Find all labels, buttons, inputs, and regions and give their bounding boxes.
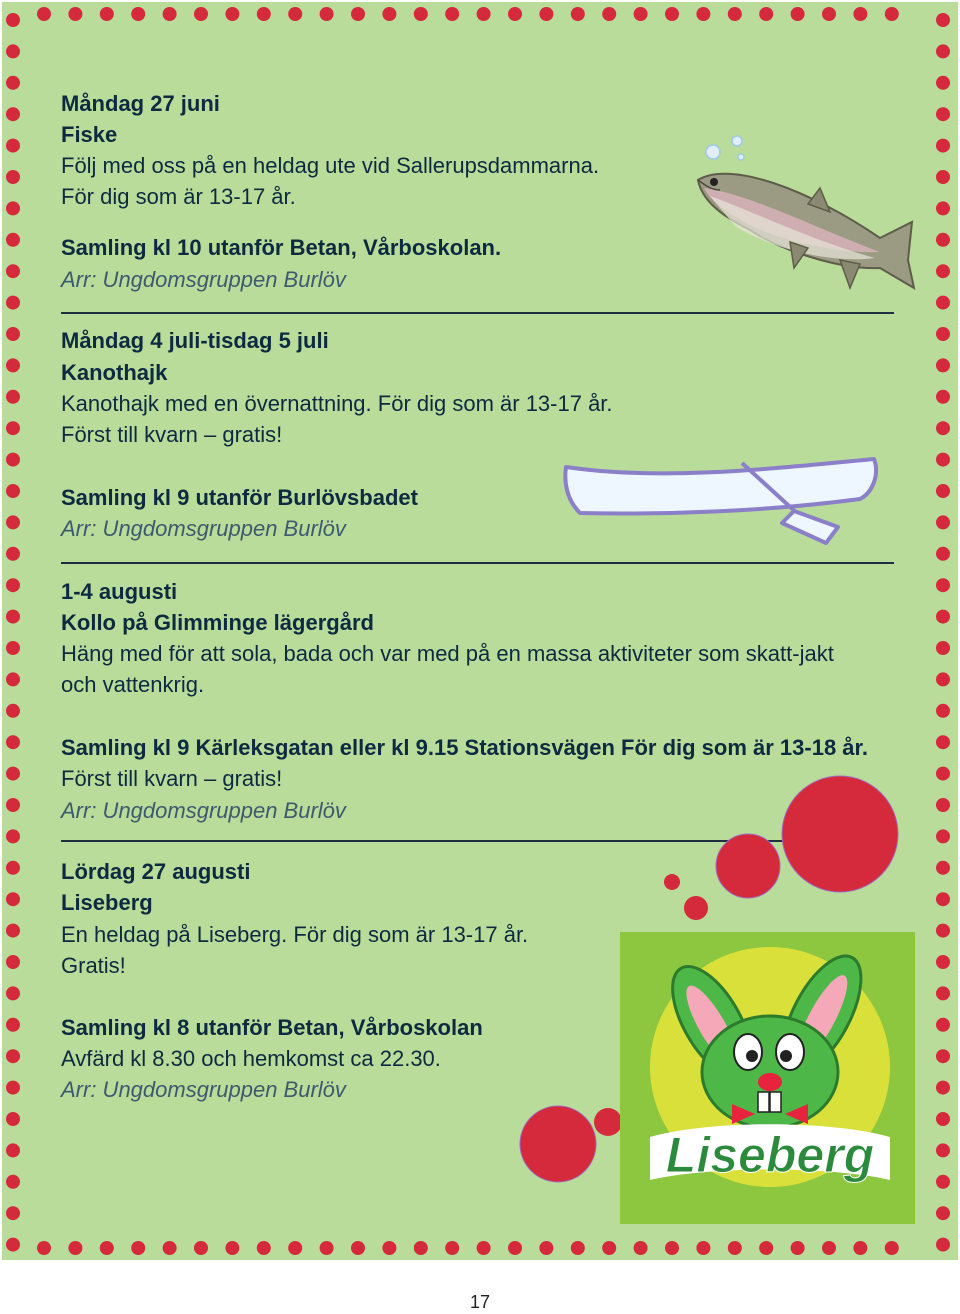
border-dot [100,1241,114,1255]
border-dot [351,1241,365,1255]
border-dot [6,233,20,247]
border-dot [257,1241,271,1255]
border-dot [936,233,950,247]
border-dot [936,76,950,90]
border-dot [6,1238,20,1252]
border-dot [539,1241,553,1255]
border-dot [68,7,82,21]
event-description: För dig som är 13-17 år. [61,184,296,209]
canoe-illustration [560,455,890,555]
border-dot [6,641,20,655]
border-dot [936,1049,950,1063]
event-extra: Avfärd kl 8.30 och hemkomst ca 22.30. [61,1046,441,1071]
border-dot [759,7,773,21]
border-dot [853,7,867,21]
event-extra: Först till kvarn – gratis! [61,766,283,791]
border-dot [936,296,950,310]
border-dot [6,861,20,875]
border-dot [445,7,459,21]
event-organizer: Arr: Ungdomsgruppen Burlöv [61,267,346,292]
border-dot [6,107,20,121]
border-dot [665,7,679,21]
decorative-bubbles [620,770,920,920]
border-dot [634,1241,648,1255]
event-description: Gratis! [61,953,126,978]
border-dot [6,924,20,938]
page-number: 17 [469,1292,491,1312]
border-dot [936,390,950,404]
border-dot [885,7,899,21]
border-dot [414,7,428,21]
decorative-bubbles [500,1080,630,1220]
border-dot [936,13,950,27]
divider [61,312,894,314]
border-dot [936,798,950,812]
border-dot [100,7,114,21]
border-dot [936,421,950,435]
border-dot [6,704,20,718]
border-dot [936,264,950,278]
border-dot [936,924,950,938]
border-dot [508,1241,522,1255]
border-dot [6,76,20,90]
border-dot [791,1241,805,1255]
event-meeting: Samling kl 10 utanför Betan, Vårboskolan. [61,235,502,260]
border-dot [936,1143,950,1157]
border-dot [6,1143,20,1157]
border-dot [853,1241,867,1255]
border-dot [571,1241,585,1255]
border-dot [728,1241,742,1255]
event-date: Måndag 4 juli-tisdag 5 juli [61,328,329,353]
border-dot [936,1206,950,1220]
border-dot [936,892,950,906]
border-dot [131,1241,145,1255]
border-dot [6,390,20,404]
logo-text: Liseberg [665,1127,875,1183]
border-dot [382,7,396,21]
border-dot [6,1175,20,1189]
border-dot [163,7,177,21]
border-dot [6,547,20,561]
border-dot [936,453,950,467]
border-dot [571,7,585,21]
border-dot [194,1241,208,1255]
border-dot [6,829,20,843]
border-dot [936,107,950,121]
border-dot [936,1018,950,1032]
fish-illustration [690,130,930,300]
event-meeting: Samling kl 9 utanför Burlövsbadet [61,485,418,510]
border-dot [791,7,805,21]
border-dot [936,861,950,875]
border-dot [6,13,20,27]
event-description: Först till kvarn – gratis! [61,422,283,447]
border-dot [6,1112,20,1126]
border-dot [382,1241,396,1255]
border-dot [414,1241,428,1255]
border-dot [936,1112,950,1126]
event-title: Kollo på Glimminge lägergård [61,610,374,635]
border-dot [6,1081,20,1095]
border-dot [936,484,950,498]
border-dot [936,767,950,781]
border-dot [665,1241,679,1255]
border-dot [936,641,950,655]
border-dot [602,1241,616,1255]
border-dot [131,7,145,21]
border-dot [6,484,20,498]
border-dot [477,1241,491,1255]
border-dot [936,1175,950,1189]
event-date: Måndag 27 juni [61,91,220,116]
border-dot [6,44,20,58]
border-dot [936,201,950,215]
border-dot [6,892,20,906]
border-dot [225,1241,239,1255]
border-dot [6,515,20,529]
border-dot [936,986,950,1000]
liseberg-logo [620,932,915,1224]
border-dot [759,1241,773,1255]
border-dot [885,1241,899,1255]
border-dot [6,735,20,749]
event-description: Kanothajk med en övernattning. För dig som är 13-17 år. [61,391,613,416]
border-dot [936,1238,950,1252]
border-dot [6,1049,20,1063]
border-dot [936,170,950,184]
border-dot [936,139,950,153]
border-dot [6,201,20,215]
border-dot [6,421,20,435]
border-dot [6,358,20,372]
event-description: Häng med för att sola, bada och var med på en massa aktiviteter som skatt-jakt [61,641,834,666]
border-dot [288,1241,302,1255]
event-date: Lördag 27 augusti [61,859,251,884]
border-dot [6,453,20,467]
border-dot [936,672,950,686]
border-dot [6,327,20,341]
event-description: En heldag på Liseberg. För dig som är 13-17 år. [61,922,529,947]
border-dot [257,7,271,21]
border-dot [602,7,616,21]
border-dot [6,767,20,781]
border-dot [936,735,950,749]
event-meeting: Samling kl 9 Kärleksgatan eller kl 9.15 Stationsvägen För dig som är 13-18 år. [61,735,869,760]
border-dot [37,7,51,21]
border-dot [225,7,239,21]
border-dot [6,1018,20,1032]
event-organizer: Arr: Ungdomsgruppen Burlöv [61,516,346,541]
border-dot [728,7,742,21]
event-description: Följ med oss på en heldag ute vid Sallerupsdammarna. [61,153,600,178]
event-date: 1-4 augusti [61,579,178,604]
border-dot [163,1241,177,1255]
border-dot [936,547,950,561]
border-dot [37,1241,51,1255]
border-dot [6,1206,20,1220]
border-dot [634,7,648,21]
event-meeting: Samling kl 8 utanför Betan, Vårboskolan [61,1015,483,1040]
border-dot [539,7,553,21]
event-organizer: Arr: Ungdomsgruppen Burlöv [61,798,346,823]
border-dot [696,1241,710,1255]
border-dot [6,798,20,812]
border-dot [288,7,302,21]
border-dot [445,1241,459,1255]
border-dot [936,610,950,624]
border-dot [936,704,950,718]
border-dot [936,578,950,592]
border-dot [822,7,836,21]
border-dot [936,955,950,969]
border-dot [508,7,522,21]
border-dot [6,170,20,184]
border-dot [936,358,950,372]
event-title: Fiske [61,122,118,147]
border-dot [6,264,20,278]
border-dot [936,327,950,341]
border-dot [320,1241,334,1255]
border-dot [822,1241,836,1255]
border-dot [194,7,208,21]
border-dot [351,7,365,21]
border-dot [477,7,491,21]
border-dot [68,1241,82,1255]
border-dot [320,7,334,21]
border-dot [6,955,20,969]
event-organizer: Arr: Ungdomsgruppen Burlöv [61,1077,346,1102]
border-dot [6,296,20,310]
event-title: Liseberg [61,890,153,915]
border-dot [936,829,950,843]
border-dot [6,672,20,686]
event-description: och vattenkrig. [61,672,205,697]
border-dot [936,1081,950,1095]
divider [61,562,894,564]
border-dot [6,610,20,624]
border-dot [696,7,710,21]
border-dot [936,44,950,58]
event-title: Kanothajk [61,360,168,385]
border-dot [6,578,20,592]
border-dot [936,515,950,529]
border-dot [6,986,20,1000]
border-dot [6,139,20,153]
